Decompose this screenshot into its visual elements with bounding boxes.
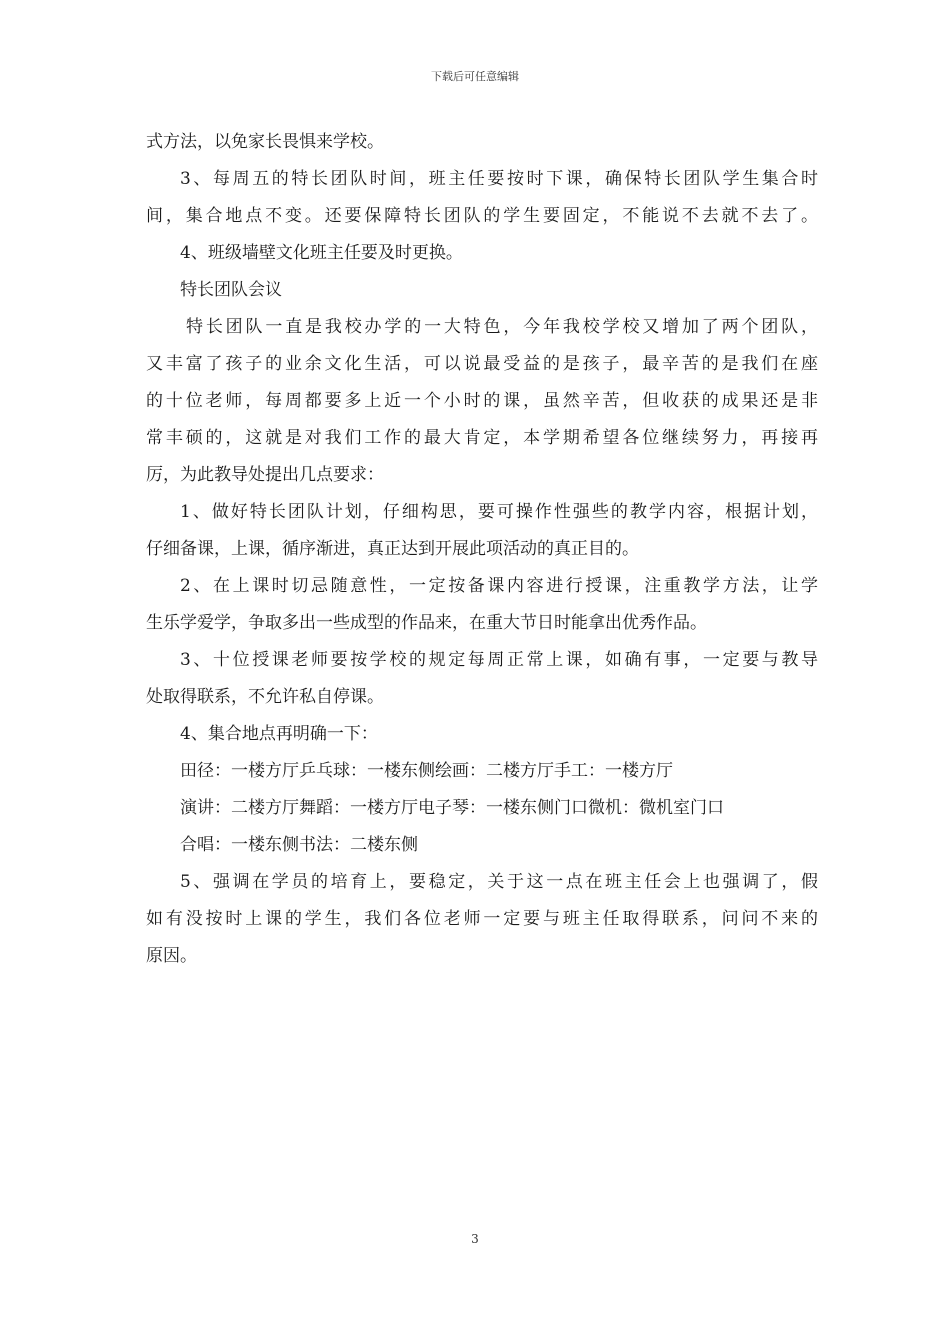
text-line: 4、集合地点再明确一下： bbox=[180, 724, 378, 744]
text-line: 处取得联系，不允许私自停课。 bbox=[146, 687, 384, 707]
text-line: 4、班级墙壁文化班主任要及时更换。 bbox=[180, 243, 463, 263]
section-heading: 特长团队会议 bbox=[180, 280, 282, 300]
text-line: 2、在上课时切忌随意性，一定按备课内容进行授课，注重教学方法，让学 bbox=[180, 576, 818, 596]
text-line: 如有没按时上课的学生，我们各位老师一定要与班主任取得联系，问问不来的 bbox=[146, 909, 818, 929]
text-line: 5、强调在学员的培育上，要稳定，关于这一点在班主任会上也强调了，假 bbox=[180, 872, 818, 892]
location-line: 演讲：二楼方厅舞蹈：一楼方厅电子琴：一楼东侧门口微机：微机室门口 bbox=[180, 798, 724, 818]
text-line: 仔细备课，上课，循序渐进，真正达到开展此项活动的真正目的。 bbox=[146, 539, 639, 559]
text-line: 原因。 bbox=[146, 946, 197, 966]
page-number: 3 bbox=[471, 1232, 479, 1246]
page-header: 下载后可任意编辑 bbox=[431, 70, 519, 83]
text-line: 1、做好特长团队计划，仔细构思，要可操作性强些的教学内容，根据计划， bbox=[180, 502, 818, 522]
location-line: 田径：一楼方厅乒乓球：一楼东侧绘画：二楼方厅手工：一楼方厅 bbox=[180, 761, 673, 781]
text-line: 间，集合地点不变。还要保障特长团队的学生要固定，不能说不去就不去了。 bbox=[146, 206, 818, 226]
document-body bbox=[146, 124, 818, 975]
text-line: 常丰硕的，这就是对我们工作的最大肯定，本学期希望各位继续努力，再接再 bbox=[146, 428, 818, 448]
text-line: 3、每周五的特长团队时间，班主任要按时下课，确保特长团队学生集合时 bbox=[180, 169, 818, 189]
text-line: 特长团队一直是我校办学的一大特色，今年我校学校又增加了两个团队， bbox=[186, 317, 818, 337]
text-line: 式方法，以免家长畏惧来学校。 bbox=[146, 132, 384, 152]
text-line: 又丰富了孩子的业余文化生活，可以说最受益的是孩子，最辛苦的是我们在座 bbox=[146, 354, 818, 374]
text-line: 厉，为此教导处提出几点要求： bbox=[146, 465, 384, 485]
text-line: 3、十位授课老师要按学校的规定每周正常上课，如确有事，一定要与教导 bbox=[180, 650, 818, 670]
text-line: 生乐学爱学，争取多出一些成型的作品来，在重大节日时能拿出优秀作品。 bbox=[146, 613, 707, 633]
location-line: 合唱：一楼东侧书法：二楼东侧 bbox=[180, 835, 418, 855]
text-line: 的十位老师，每周都要多上近一个小时的课，虽然辛苦，但收获的成果还是非 bbox=[146, 391, 818, 411]
